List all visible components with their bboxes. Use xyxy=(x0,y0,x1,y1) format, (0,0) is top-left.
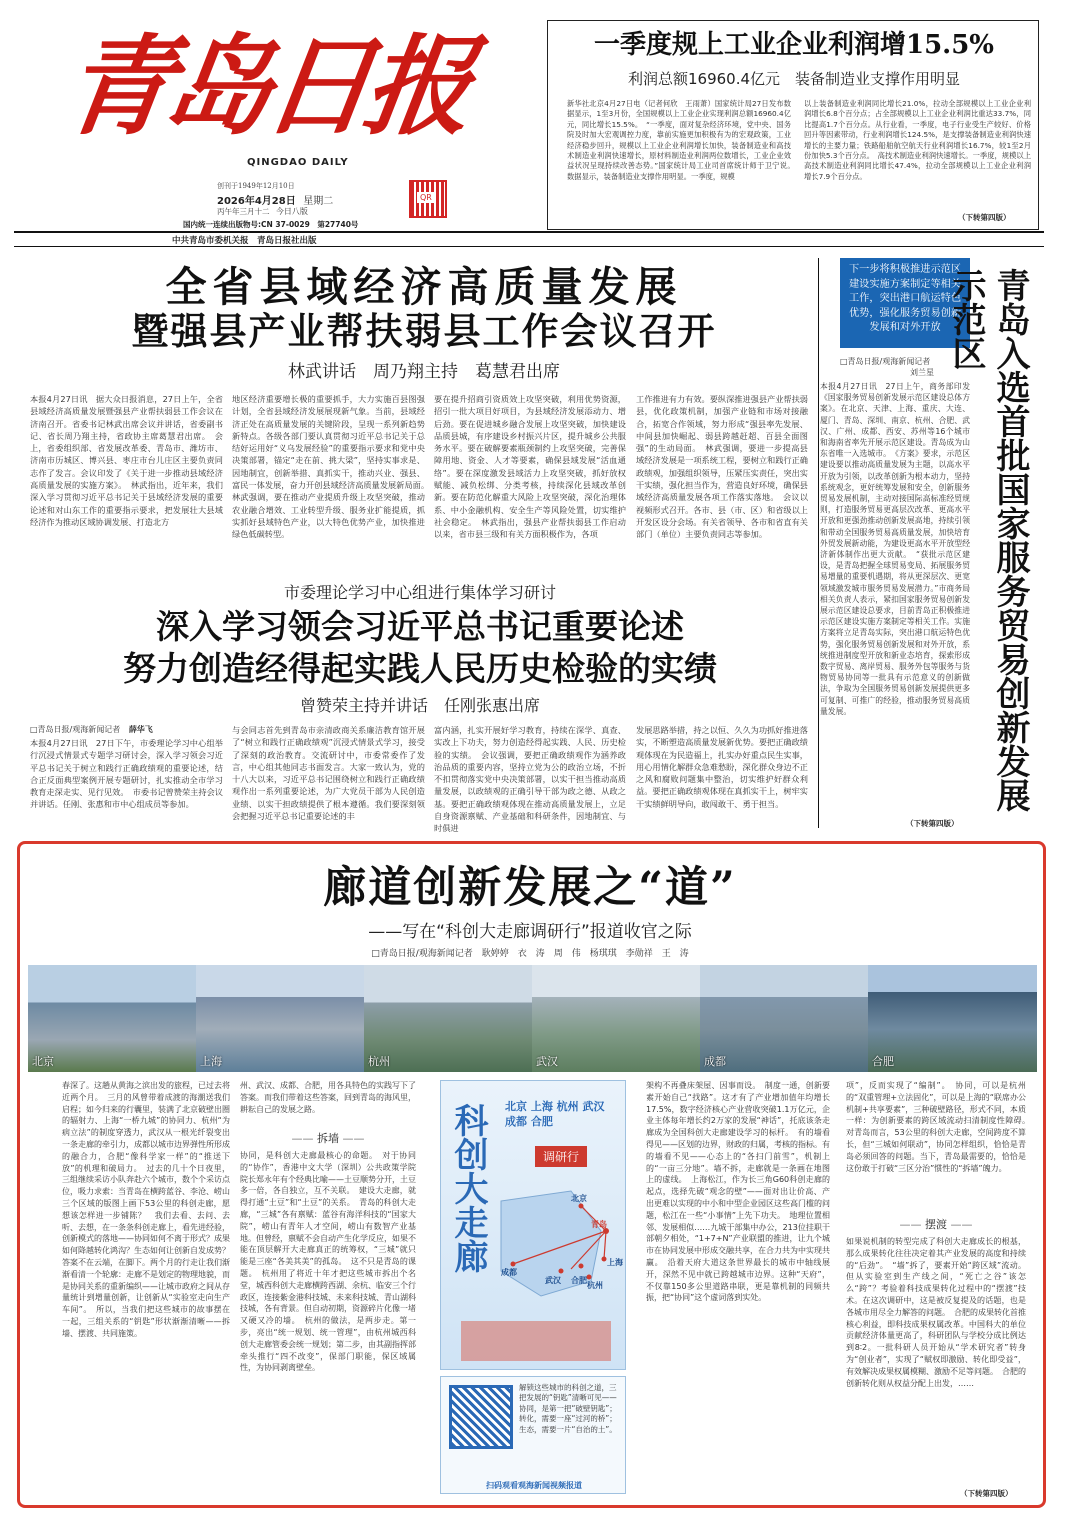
section-2-rule-r: —— xyxy=(950,1218,973,1231)
sidebar-byline-prefix: □青岛日报/观海新闻记者 xyxy=(840,357,931,366)
video-qr-box xyxy=(440,1376,626,1494)
section-1-rule-l: —— xyxy=(291,1132,314,1145)
masthead-pinyin: QINGDAO DAILY xyxy=(247,157,349,168)
qr-code[interactable] xyxy=(409,180,447,218)
video-qr-foot[interactable]: 扫码观看观海新闻视频报道 xyxy=(486,1481,582,1490)
photo-hangzhou xyxy=(364,965,532,1072)
corridor-section-1 xyxy=(240,1130,416,1146)
study-story-kicker: 市委理论学习中心组进行集体学习研讨 xyxy=(283,583,556,602)
qr-label: QR xyxy=(417,192,435,203)
photo-label-wuhan: 武汉 xyxy=(536,1055,558,1068)
corridor-col-2-top: 州、武汉、成都、合肥，用各具特色的实践写下了答案。而我们带着这些答案，回到青岛的海风里，耕耘自己的发展之路。 xyxy=(240,1081,416,1114)
sidebar-vertical-title[interactable]: 青岛入选首批国家服务贸易创新发展示范区 xyxy=(946,268,1030,812)
study-story-title-1[interactable]: 深入学习领会习近平总书记重要论述 xyxy=(156,607,684,646)
section-1-rule-r: —— xyxy=(342,1132,365,1145)
study-byline-prefix: □青岛日报/观海新闻记者 xyxy=(30,725,121,734)
sidebar-continued[interactable]: （下转第四版） xyxy=(906,819,959,828)
lunar-date: 丙午年三月十二 xyxy=(217,207,270,216)
map-label-qingdao: 青岛 xyxy=(591,1220,607,1229)
sidebar-body: 本报4月27日讯 27日上午，商务部印发《国家服务贸易创新发展示范区建设总体方案》。在北京、天津、上海、重庆、大连、厦门、青岛、深圳、南京、杭州、合肥、武汉、广州、成都、西安、苏州等16个城市和海南省率先开展示范区建设。青岛成为山东省唯一入选城市。 《方案》要求，示范区建设要以推动高质量发展为主题，以高水平开放为引领，以改革创新为根本动力，坚持系统观念，更好统筹发展和安全，创新服务贸易发展机制，主动对接国际高标准经贸规则，打造服务贸易更高层次改革、更高水平开放和更强劲推动创新发展高地，持续引领和带动全国服务贸易高质量发展，加快培育外贸发展新动能，为建设更高水平开放型经济新体制作出更大贡献。 “获批示范区建设，是青岛把握全球贸易变局、拓展服务贸易增量的重要机遇期，将从更深层次、更宽领域激发城市服务贸易发展潜力。”市商务局相关负责人表示，紧扣国家服务贸易创新发展示范区建设总要求，目前青岛正积极推进示范区建设实施方案制定等相关工作。实施方案将立足青岛实际，突出港口航运特色优势，强化服务贸易创新发展和对外开放，系统推进制度型开放和新业态培育，探索形成数字贸易、离岸贸易、服务外包等服务与货物贸易协同等一批具有示范意义的创新做法，争取为全国服务贸易创新发展提供更多可复制、可推广的经验，推动服务贸易高质量发展。 xyxy=(820,382,970,716)
corridor-sidebar-title: 科创大走廊 xyxy=(448,1103,488,1273)
corridor-title[interactable]: 廊道创新发展之“道” xyxy=(323,863,737,913)
sidebar-divider xyxy=(818,258,819,828)
photo-beijing xyxy=(28,965,196,1072)
corridor-continued[interactable]: （下转第四版） xyxy=(960,1489,1013,1498)
photo-chengdu xyxy=(700,965,868,1072)
issue-weekday: 星期二 xyxy=(303,196,334,207)
photo-wuhan xyxy=(532,965,700,1072)
issue-date: 2026年4月28日 xyxy=(217,196,296,207)
corridor-col-5b: 如果说机制的转型完成了科创大走廊成长的根基，那么成果转化往往决定着其产业发展的高度和持续的“后劲”。 “墙”拆了，要素开始“跨区域”流动。但从实验室到生产线之间，“死亡之谷”该怎么“跨”？考验着科技成果转化过程中的“摆渡”技术。在这次调研中，这是被反复提及的话题，也是各城市用尽全力解答的问题。 合肥的成果转化首推核心利益，即科技成果权属改革。中国科大的单位贡献经济体量更高了，科研团队与学校分成比例达到8∶2。一批科研人员开始从“学术研究者”转身为“创业者”，实现了“赋权即激励、转化即受益”，有效解决成果权属模糊、激励不足等问题。 合肥的创新转化则从权益分配上出发，…… xyxy=(846,1237,1026,1388)
study-story-col-4: 发展思路举措，持之以恒、久久为功抓好推进落实，不断塑造高质量发展新优势。要把正确政绩观体现在为民造福上，扎实办好重点民生实事，用心用情化解群众急难愁盼，深化群众身边不正之风和腐败问题集中整治，切实维护好群众利益。要把正确政绩观体现在真抓实干上，树牢实干实绩鲜明导向，敢闯敢干、勇于担当。 xyxy=(636,725,808,809)
issue-date-row xyxy=(217,192,333,207)
corridor-sidebar-tag: 调研行 xyxy=(535,1146,587,1167)
section-2-title: 摆渡 xyxy=(925,1218,947,1231)
lead-story-col-4: 工作推进有力有效。要纵深推进强县产业帮扶弱县，优化政策机制，加强产业链和市场对接融合，拓宽合作领域，努力形成“强县率先发展、中间县加快崛起、弱县跨越赶超、百县全面图强”的生动局面。 林武强调，要进一步提高县域经济发展是一项系统工程，要树立和践行正确政绩观，加强组织领导，压紧压实责任，突出实干实绩，强化担当作为，营造良好环境，确保县域经济高质量发展各项工作落实落地。 会议以视频形式召开。各市、县（市、区）和省级以上开发区设分会场。有关省领导、各市和省直有关部门（单位）主要负责同志等参加。 xyxy=(636,394,808,540)
publication-codes: 国内统一连续出版物号:CN 37-0029 第27740号 xyxy=(183,220,359,229)
lead-story-title-1[interactable]: 全省县域经济高质量发展 xyxy=(165,263,683,311)
photo-label-beijing: 北京 xyxy=(32,1055,54,1068)
founded-date: 创刊于1949年12月10日 xyxy=(217,182,295,190)
study-reporter: 薛华飞 xyxy=(128,725,153,734)
map-label-chengdu: 成都 xyxy=(501,1268,517,1277)
map-label-beijing: 北京 xyxy=(571,1194,587,1203)
page-count: 今日八版 xyxy=(275,207,308,216)
study-story-col-2: 与会同志首先到青岛市亲清政商关系廉洁教育馆开展了“树立和践行正确政绩观”沉浸式情景式学习，接受了深刻的政治教育。交流研讨中，市委常委作了发言，中心组其他同志书面发言。大家一致认为，党的十八大以来，习近平总书记围绕树立和践行正确政绩观作出一系列重要论述，为广大党员干部为人民创造业绩、以实干担政绩提供了根本遵循。我们要深刻领会把握习近平总书记重要论述的丰 xyxy=(232,725,425,822)
top-story-col-2: 以上装备制造业利润同比增长21.0%，拉动全部规模以上工业企业利润增长6.8个百分点；占全部规模以上工业企业利润比重达33.7%，同比提高1.7个百分点。从行业看，一季度，电子行业受生产较好、价格回升等因素带动，行业利润增长124.5%，是支撑装备制造业利润快速增长的主要力量；铁路船舶航空航天行业利润增长16.7%，较1至2月份加快5.3个百分点。 高技术制造业利润快速增长。一季度，规模以上高技术制造业利润同比增长47.4%，拉动全部规模以上工业企业利润增长7.9个百分点。 xyxy=(804,99,1031,181)
photo-label-hangzhou: 杭州 xyxy=(368,1055,390,1068)
corridor-col-5: 项”，反而实现了“编制”。 协同，可以是杭州的“双重管理+立法固化”，可以是上海的“联席办公机制+共享要素”，三种破壁路径，形式不同，本质一样：为创新要素的跨区域流动扫清制度性障碍。 对青岛而言，53公里的科创大走廊，空间跨度不算长，但“三城如何联动”，协同怎样组织，恰恰是青岛必须回答的问题。当下，青岛最需要的，恰恰是这份敢于打破“三区分治”惯性的“拆墙”魄力。 xyxy=(846,1081,1034,1173)
masthead-rule-2 xyxy=(14,246,1044,247)
study-story-col-3: 富内涵，扎实开展好学习教育，持续在深学、真查、实改上下功夫，努力创造经得起实践、人民、历史检验的实绩。 会议强调，要把正确政绩观作为涵养政治品质的重要内容，坚持立党为公的政治立场，不折不扣贯彻落实党中央决策部署，以实干担当推动高质量发展，以政绩观的正确引导干部为政之德、从政之基。要把正确政绩观体现在推动高质量发展上，立足自身资源禀赋、产业基础和科研条件，因地制宜、与时俱进 xyxy=(434,725,626,834)
corridor-byline: □青岛日报/观海新闻记者 耿婷婷 衣 涛 周 伟 杨琪琪 李勋祥 王 涛 xyxy=(371,949,689,959)
lead-story-col-1: 本报4月27日讯 据大众日报消息，27日上午，全省县域经济高质量发展暨强县产业帮扶弱县工作会议在济南召开。省委书记林武出席会议并讲话，省委副书记、省长周乃翔主持，省政协主席葛慧君出席。 会上，省委组织部、省发展改革委、青岛市、潍坊市、济南市历城区、博兴县、枣庄市台儿庄区主要负责同志作了发言。会议印发了《关于进一步推动县域经济高质量发展的实施方案》。 林武指出，近年来，我们深入学习贯彻习近平总书记关于县域经济发展的重要论述和对山东工作的重要指示要求，把发展壮大县域经济作为推动区域协调发展、打造北方 xyxy=(30,394,223,527)
photo-shanghai xyxy=(196,965,364,1072)
video-qr-code[interactable] xyxy=(449,1385,513,1449)
study-story-col-1: 本报4月27日讯 27日下午，市委理论学习中心组举行沉浸式情景式专题学习研讨会，深入学习领会习近平总书记关于树立和践行正确政绩观的重要论述，结合正反面典型案例开展专题研讨，扎实推动全市学习教育走深走实、见行见效。 市委书记曾赞荣主持会议并讲话。任刚、张惠和市中心组成员等参加。 xyxy=(30,738,223,810)
masthead-logo: 青岛日报 xyxy=(56,24,474,150)
photo-label-shanghai: 上海 xyxy=(200,1055,222,1068)
map-label-hangzhou: 杭州 xyxy=(587,1281,603,1290)
top-story-title[interactable]: 一季度规上工业企业利润增15.5% xyxy=(593,30,995,60)
top-story-continued[interactable]: （下转第四版） xyxy=(958,213,1011,222)
video-qr-caption: 解锁这些城市的科创之道，三把发展的“钥匙”清晰可见——协同，是第一把“破壁钥匙”；转化，需要一座“过河的桥”；生态，需要一片“自治的土”。 xyxy=(519,1383,617,1434)
corridor-intro: 春深了。这趟从黄海之滨出发的旅程，已过去将近两个月。 三月的风曾带着成渡的海潮送我们启程；如今归来的行囊里，装满了北京破壁出圈的辐射力、上海“一桥九城”的协同力、杭州“为病立法”的制度穿透力，武汉从一根光纤裂变出一条走廊的牵引力，成都以城市边界弹性所形成的融合力，合肥“像科学家一样”的“推送下放”的机理和破局力。 过去的几十个日夜里，三组继续采访小队奔赴六个城市，数个个采访点位，吸力求索：当青岛在横跨蓝谷、李沧、崂山三个区域的版图上画下53公里的科创走廊，愿想该怎样进一步铺陈？ 我们去看、去问、去听、去想，在一条条科创走廊上，看先进经验，创新模式的落地——协同如何不离于形式？成果如何降越转化鸿沟？生态如何让创新自发成势？ 答案不在云端，在脚下。两个月的行走让我们渐渐看清一个轮廓：走廊不是划定的物理地貌，而是协同关系的重新编织——让城市政府之间从存量统计到增量创新，让创新从“实验室走向生产车间”。 所以，当我们把这些城市的故事摆在一起，三组关系的“钥匙”形状渐渐清晰——拆墙、摆渡、共同施策。 xyxy=(62,1081,238,1338)
lead-story-title-2[interactable]: 暨强县产业帮扶弱县工作会议召开 xyxy=(131,309,717,353)
sidebar-reporter: 刘兰星 xyxy=(910,368,934,377)
lunar-row xyxy=(217,206,308,217)
lead-story-col-3: 要在提升招商引资质效上攻坚突破，利用优势资源，招引一批大项目好项目，为县域经济发展添动力、增后劲。要在促进城乡融合发展上攻坚突破，加快建设品质县城，有序建设乡村振兴片区，提升城乡公共服务水平。要在破解要素瓶颈制约上攻坚突破，完善保障用地、资金、人才等要素，确保县域发展“活血通络”。要在深度激发县域活力上攻坚突破，抓好放权赋能、减负松绑、分类考核，持续深化县域改革创新。要在防范化解重大风险上攻坚突破，深化治理体系、中小金融机构、安全生产等风险处置，切实维护社会稳定。 林武指出，强县产业帮扶弱县工作启动以来，省市县三级和有关方面积极作为，各项 xyxy=(434,394,626,540)
corridor-photo-strip xyxy=(28,965,1037,1072)
corridor-subtitle: ——写在“科创大走廊调研行”报道收官之际 xyxy=(368,922,692,942)
sidebar-byline xyxy=(840,356,970,378)
map-label-wuhan: 武汉 xyxy=(545,1276,561,1285)
masthead-rule xyxy=(14,231,1044,233)
publisher-line: 中共青岛市委机关报 青岛日报社出版 xyxy=(172,236,317,246)
corridor-section-2 xyxy=(846,1216,1026,1232)
lead-story-subtitle: 林武讲话 周乃翔主持 葛慧君出席 xyxy=(288,362,560,382)
section-2-rule-l: —— xyxy=(899,1218,922,1231)
map-label-hefei: 合肥 xyxy=(571,1276,587,1285)
study-story-title-2[interactable]: 努力创造经得起实践人民历史检验的实绩 xyxy=(123,649,717,688)
corridor-col-2: 协同，是科创大走廊最核心的命题。 对于协同的“协作”，香港中文大学（深圳）公共政策学院院长郑永年有个经典比喻——土豆顺势分开，土豆多一倍，各自独立，互不关联。 建设大走廊，就得打通“土豆”和“土豆”的关系。 青岛的科创大走廊，“三城”各有禀赋：蓝谷有海洋科技的“国家大院”，崂山有青年人才空间，崂山有数智产业基地。但曾经，禀赋不会自动产生化学反应，如果不能在顶层解开大走廊真正的统筹权，“三城”就只能是三座“各美其美”的孤岛。 这不只是青岛的课题。 杭州用了将近十年才把这些城市拆出个名堂，城西科创大走廊横跨西湖、余杭、临安三个行政区，连接紫金港科技城、未来科技城、青山湖科技城，各有背景。但自动初期，资源碎片化像一堵又硬又冷的墙。 杭州的做法，是两步走。第一步，亮出“统一规划、统一管理”，由杭州城西科创大走廊管委会统一规划；第二步，由其副指挥部牵头推行“四不改变”，保部门职能，保区域属性，为协同剥离壁垒。 xyxy=(240,1151,416,1373)
corridor-sidebar-cities: 北京 上海 杭州 武汉 成都 合肥 xyxy=(505,1100,605,1128)
photo-hefei xyxy=(868,965,1037,1072)
lead-story-col-2: 地区经济重要增长极的重要抓手，大力实施百县图强计划，全省县域经济发展展现新气象。当前，县域经济正处在高质量发展的关键阶段，呈现一系列新趋势新特点。各级各部门要认真贯彻习近平总书记关于总结好运用好“义乌发展经验”的重要指示要求和党中央决策部署，锚定“走在前、挑大梁”，坚持实事求是、因地制宜，创新举措、真抓实干，推动兴业、强县、富民一体发展，奋力开创县域经济高质量发展新局面。 林武强调，要在推动产业提质升级上攻坚突破，推动农业融合增效、工业转型升级、服务业扩能提质，抓实抓好县域特色产业，以大特色优势产业，加快推进绿色低碳转型。 xyxy=(232,394,434,540)
corridor-col-4: 架构不再叠床架屋、因事而设。 制度一通，创新要素开始自己“找路”。这才有了产业增加值年均增长17.5%，数字经济核心产业营收突破1.1万亿元，企业主体每年增长约2万家的发展“神话”，托底该条走廊成为全国科创大走廊建设学习的标杆。 有的墙看得见——区划的边界，财政的归属，考核的指标。有的墙看不见——心态上的“各扫门前雪”，机制上的“一亩三分地”。墙不拆，走廊就是一条画在地图上的虚线。 上海松江，作为长三角G60科创走廊的起点，选择先破“观念的壁”——面对出让价高、产出更难以实现的中小和中型企业园区这些高门槛的问题，松江在一些“小事情”上先下功夫。 地理位置相邻、发展相似……九城干部集中办公，213位挂职干部朝夕相处，“1+7+N”产业联盟的推进，让九个城市在协同发展中形成交融共享，在合力共为中实现共赢。 沿着天府大道这条世界最长的城市中轴线展开，深然不见中就已跨越城市边界。这种“天府”，不仅靠150多公里道路串联，更是靠机制的同频共振，把“协同”这个虚词落到实处。 xyxy=(646,1081,830,1303)
photo-label-chengdu: 成都 xyxy=(704,1055,726,1068)
top-story-col-1: 新华社北京4月27日电（记者何欣 王雨萧）国家统计局27日发布数据显示，1至3月份，全国规模以上工业企业实现利润总额16960.4亿元，同比增长15.5%。 “一季度，面对复杂经济环境，党中央、国务院及时加大宏观调控力度，靠前实施更加积极有为的宏观政策，工业经济稳步回升，规模以上工业企业利润增长加快，装备制造业和高技术制造业利润快速增长，原材料制造业利润两位数增长，工业企业效益状况呈现持续改善态势。”国家统计局工业司首席统计师于卫宁说。 数据显示，装备制造业支撑作用明显。一季度，规模 xyxy=(567,99,799,181)
photo-label-hefei: 合肥 xyxy=(872,1055,894,1068)
top-story-subtitle: 利润总额16960.4亿元 装备制造业支撑作用明显 xyxy=(627,70,961,88)
section-1-title: 拆墙 xyxy=(317,1132,339,1145)
corridor-sidebar-graphic xyxy=(440,1080,626,1370)
map-label-shanghai: 上海 xyxy=(607,1258,623,1267)
sidebar-blue-box: 下一步将积极推进示范区建设实施方案制定等相关工作，突出港口航运特色优势，强化服务贸易创新发展和对外开放 xyxy=(840,258,970,348)
study-story-subtitle: 曾赞荣主持并讲话 任刚张惠出席 xyxy=(299,696,540,715)
study-story-byline xyxy=(30,724,223,735)
